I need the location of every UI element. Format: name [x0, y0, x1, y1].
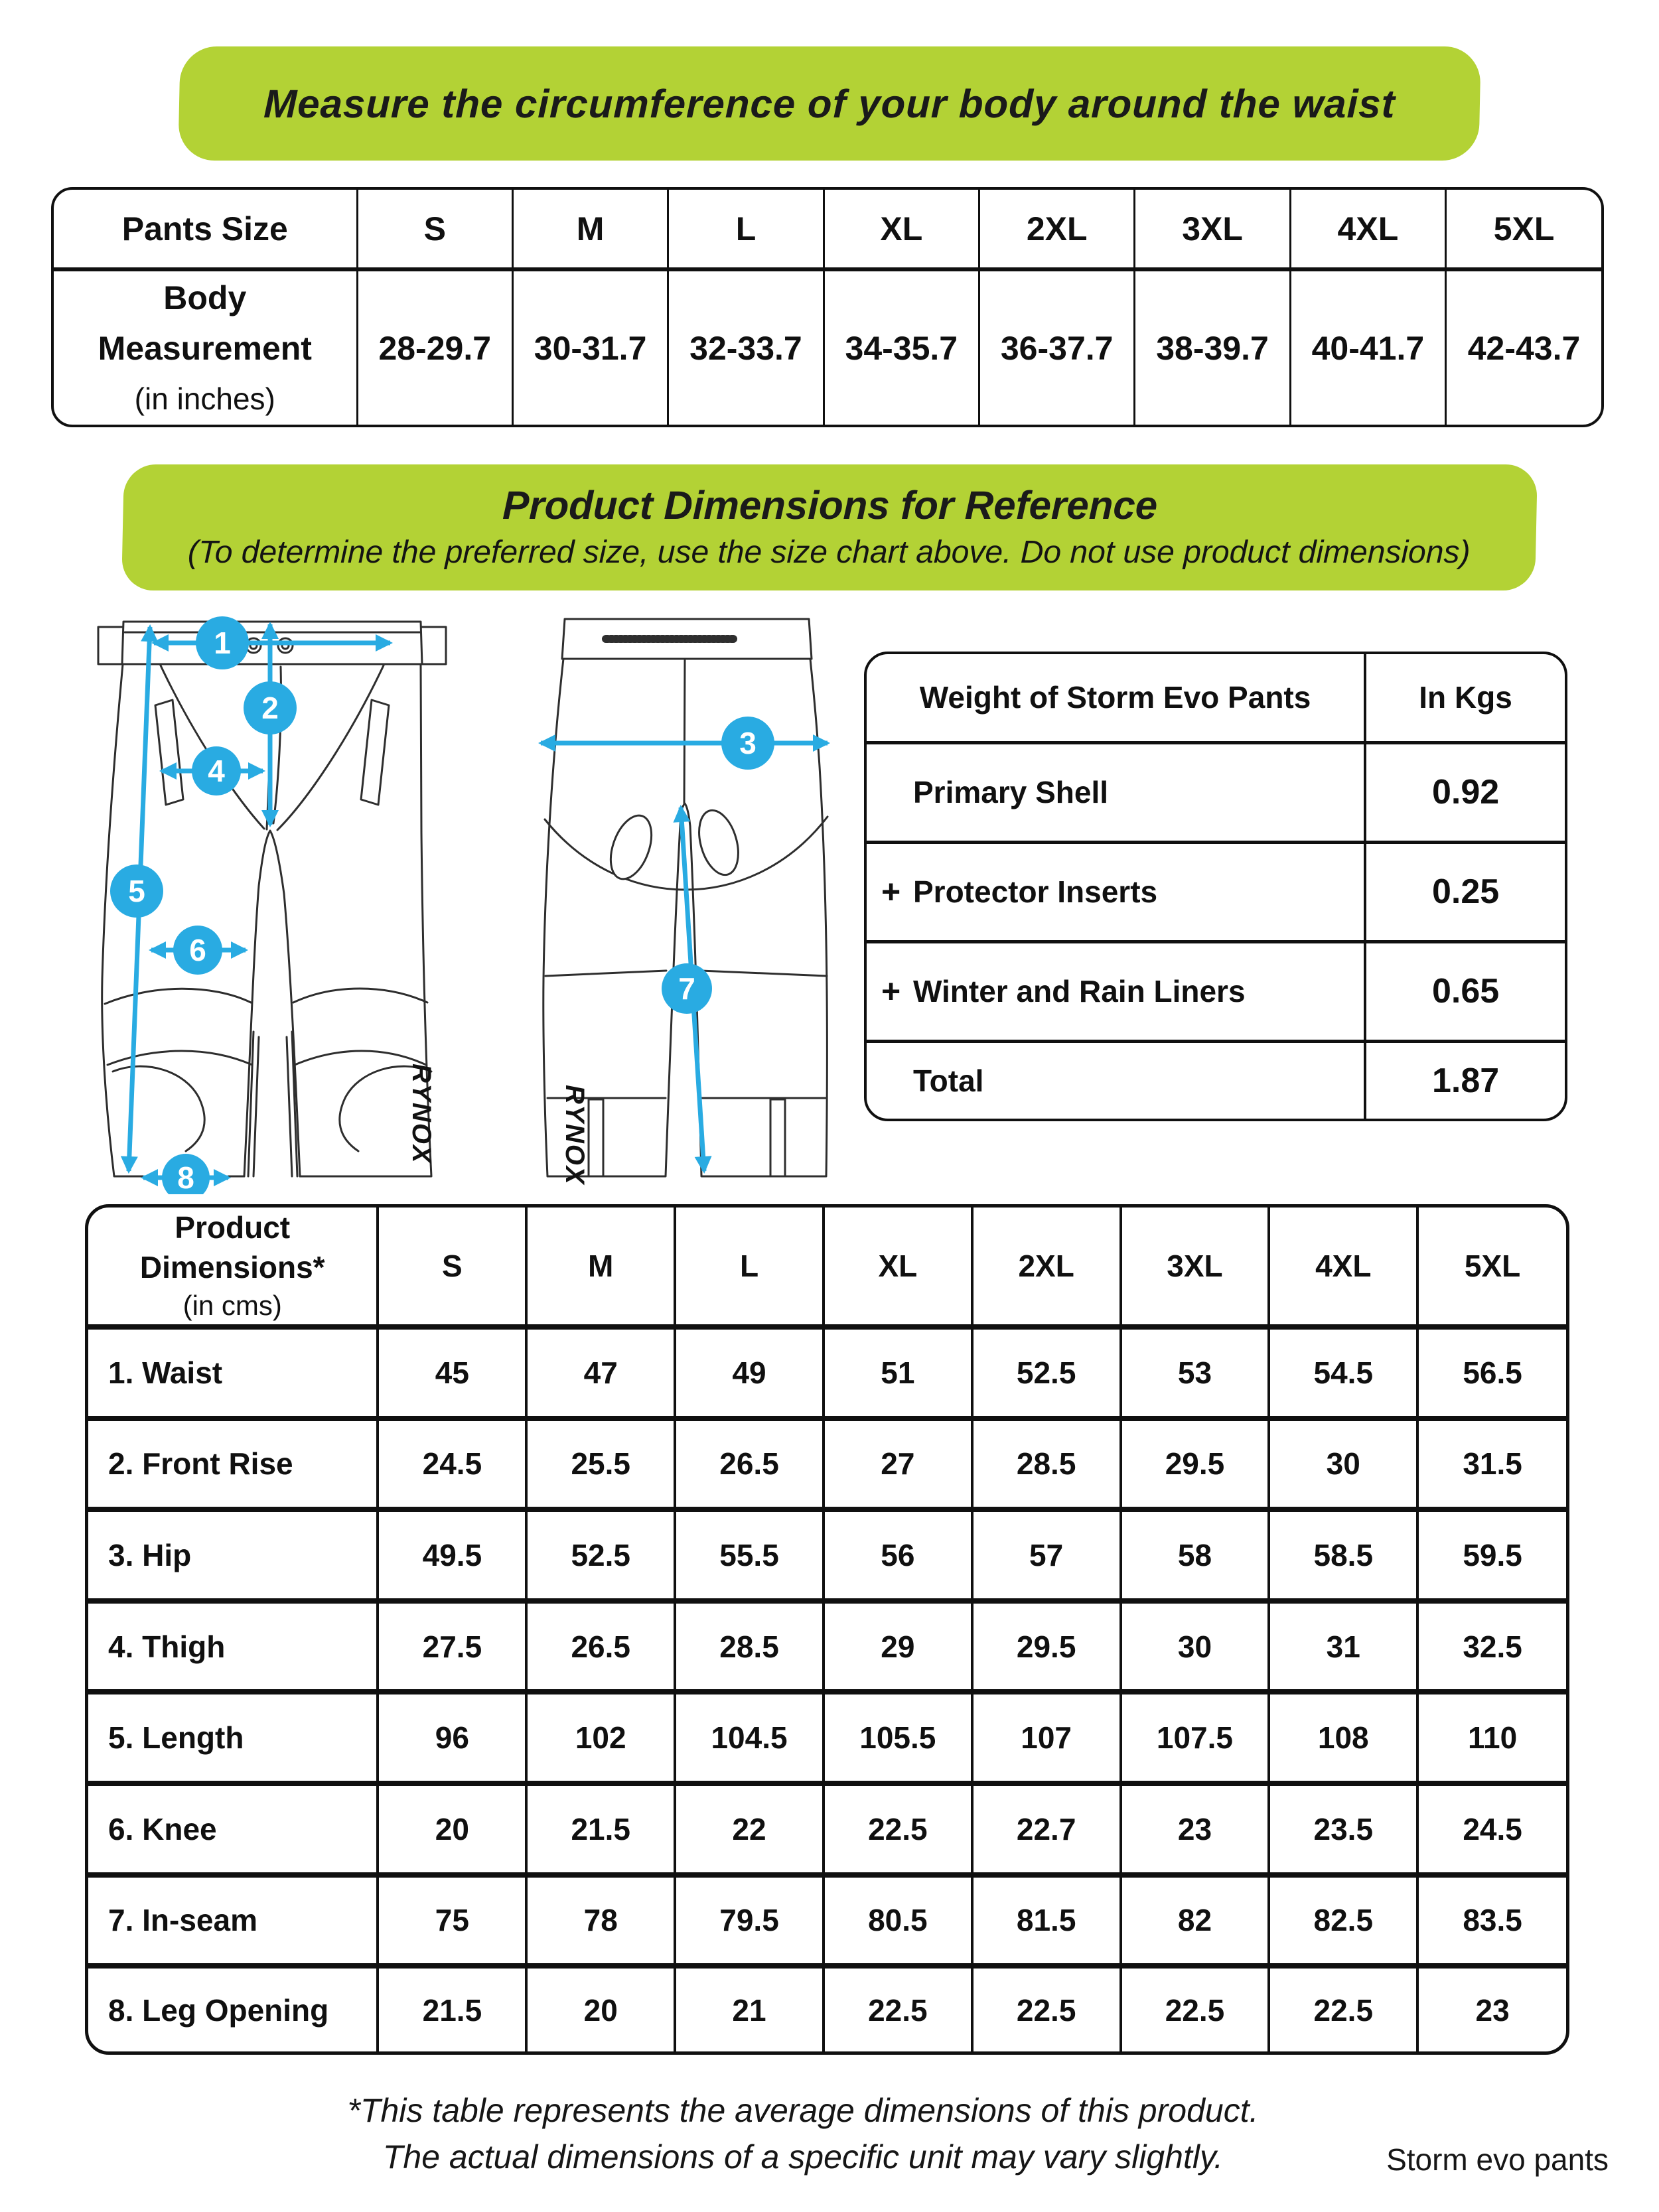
weight-label-text-1: Protector Inserts — [913, 874, 1158, 909]
weight-row-liners — [867, 941, 1565, 1041]
leg-opening-l: 21 — [675, 1966, 824, 2051]
weight-label-text-3: Total — [913, 1063, 984, 1098]
dims-header-label — [88, 1208, 378, 1327]
body-measurement-5xl: 42-43.7 — [1446, 269, 1601, 425]
leg-opening-4xl: 22.5 — [1269, 1966, 1417, 2051]
weight-value-primary-shell: 0.92 — [1365, 742, 1565, 842]
weight-value-protector-inserts: 0.25 — [1365, 842, 1565, 941]
dims-row-label-length: 5. Length — [88, 1692, 378, 1783]
body-measurement-3xl: 38-39.7 — [1135, 269, 1290, 425]
body-measurement-label-line1: Body — [163, 279, 247, 316]
weight-header-label: Weight of Storm Evo Pants — [867, 654, 1365, 742]
hip-3xl: 58 — [1121, 1509, 1269, 1601]
knee-xl: 22.5 — [824, 1783, 972, 1875]
dims-header-xl: XL — [824, 1208, 972, 1327]
size-header-m: M — [512, 190, 668, 269]
dims-row-waist — [88, 1327, 1566, 1418]
pants-size-table-grid — [54, 190, 1601, 425]
thigh-4xl: 31 — [1269, 1601, 1417, 1693]
knee-l: 22 — [675, 1783, 824, 1875]
dims-row-label-leg-opening: 8. Leg Opening — [88, 1966, 378, 2051]
footer-note-line1: *This table represents the average dimensions of this product. — [347, 2092, 1259, 2129]
dims-row-label-front-rise: 2. Front Rise — [88, 1418, 378, 1510]
hip-s: 49.5 — [378, 1509, 526, 1601]
knee-2xl: 22.7 — [972, 1783, 1121, 1875]
body-measurement-4xl: 40-41.7 — [1290, 269, 1445, 425]
weight-label-text-2: Winter and Rain Liners — [913, 974, 1246, 1008]
waist-2xl: 52.5 — [972, 1327, 1121, 1418]
front-rise-l: 26.5 — [675, 1418, 824, 1510]
waist-5xl: 56.5 — [1417, 1327, 1566, 1418]
length-l: 104.5 — [675, 1692, 824, 1783]
weight-table — [864, 652, 1567, 1121]
waist-3xl: 53 — [1121, 1327, 1269, 1418]
dims-row-leg-opening — [88, 1966, 1566, 2051]
hip-5xl: 59.5 — [1417, 1509, 1566, 1601]
rynox-logo-front: RYNOX — [407, 1064, 436, 1164]
front-rise-5xl: 31.5 — [1417, 1418, 1566, 1510]
front-rise-4xl: 30 — [1269, 1418, 1417, 1510]
weight-row-total — [867, 1041, 1565, 1119]
length-5xl: 110 — [1417, 1692, 1566, 1783]
weight-label-text-0: Primary Shell — [913, 775, 1109, 809]
dims-header-row — [88, 1208, 1566, 1327]
hip-m: 52.5 — [526, 1509, 675, 1601]
weight-header-row — [867, 654, 1565, 742]
body-measurement-label-line3: (in inches) — [134, 381, 275, 416]
hip-xl: 56 — [824, 1509, 972, 1601]
knee-m: 21.5 — [526, 1783, 675, 1875]
waist-measure-banner — [178, 46, 1481, 161]
product-dimensions-grid — [88, 1208, 1566, 2051]
hip-l: 55.5 — [675, 1509, 824, 1601]
knee-5xl: 24.5 — [1417, 1783, 1566, 1875]
thigh-s: 27.5 — [378, 1601, 526, 1693]
product-dimensions-banner-title: Product Dimensions for Reference — [502, 483, 1158, 527]
body-measurement-s: 28-29.7 — [357, 269, 512, 425]
waist-xl: 51 — [824, 1327, 972, 1418]
dims-row-label-waist: 1. Waist — [88, 1327, 378, 1418]
size-header-row — [54, 190, 1601, 269]
dims-row-front-rise — [88, 1418, 1566, 1510]
front-rise-xl: 27 — [824, 1418, 972, 1510]
weight-prefix-2: + — [881, 973, 901, 1010]
leg-opening-3xl: 22.5 — [1121, 1966, 1269, 2051]
leg-opening-m: 20 — [526, 1966, 675, 2051]
length-m: 102 — [526, 1692, 675, 1783]
size-header-5xl: 5XL — [1493, 210, 1555, 247]
body-measurement-xl: 34-35.7 — [824, 269, 979, 425]
dims-header-2xl: 2XL — [972, 1208, 1121, 1327]
weight-row-protector-inserts — [867, 842, 1565, 941]
weight-label-total — [867, 1041, 1365, 1119]
pants-front-diagram — [86, 607, 458, 1194]
dims-header-5xl: 5XL — [1464, 1249, 1521, 1283]
knee-4xl: 23.5 — [1269, 1783, 1417, 1875]
marker-7-number: 7 — [678, 971, 695, 1006]
inseam-xl: 80.5 — [824, 1875, 972, 1967]
thigh-2xl: 29.5 — [972, 1601, 1121, 1693]
body-measurement-2xl: 36-37.7 — [979, 269, 1135, 425]
inseam-l: 79.5 — [675, 1875, 824, 1967]
marker-6-number: 6 — [189, 933, 206, 967]
rynox-logo-back: RYNOX — [560, 1085, 589, 1186]
pants-size-table — [51, 187, 1604, 427]
marker-8-number: 8 — [177, 1160, 194, 1194]
front-rise-2xl: 28.5 — [972, 1418, 1121, 1510]
size-header-label: Pants Size — [54, 190, 357, 269]
inseam-5xl: 83.5 — [1417, 1875, 1566, 1967]
pants-back-diagram — [528, 607, 846, 1194]
leg-opening-5xl: 23 — [1417, 1966, 1566, 2051]
waist-4xl: 54.5 — [1269, 1327, 1417, 1418]
knee-3xl: 23 — [1121, 1783, 1269, 1875]
product-dimensions-table — [85, 1204, 1569, 2055]
length-s: 96 — [378, 1692, 526, 1783]
front-rise-3xl: 29.5 — [1121, 1418, 1269, 1510]
weight-label-primary-shell — [867, 742, 1365, 842]
thigh-l: 28.5 — [675, 1601, 824, 1693]
dims-row-thigh — [88, 1601, 1566, 1693]
weight-prefix-1: + — [881, 873, 901, 910]
length-xl: 105.5 — [824, 1692, 972, 1783]
marker-1-number: 1 — [214, 626, 231, 660]
thigh-m: 26.5 — [526, 1601, 675, 1693]
marker-5-number: 5 — [128, 874, 145, 908]
hip-4xl: 58.5 — [1269, 1509, 1417, 1601]
dims-header-4xl: 4XL — [1269, 1208, 1417, 1327]
dims-row-inseam — [88, 1875, 1566, 1967]
weight-table-grid — [867, 654, 1565, 1119]
marker-4-number: 4 — [208, 754, 225, 788]
front-rise-m: 25.5 — [526, 1418, 675, 1510]
dims-header-3xl: 3XL — [1121, 1208, 1269, 1327]
waist-m: 47 — [526, 1327, 675, 1418]
weight-row-primary-shell — [867, 742, 1565, 842]
waist-s: 45 — [378, 1327, 526, 1418]
dims-header-s: S — [378, 1208, 526, 1327]
leg-opening-xl: 22.5 — [824, 1966, 972, 2051]
size-header-l: L — [668, 190, 824, 269]
size-header-3xl: 3XL — [1135, 190, 1290, 269]
product-dimensions-banner — [121, 464, 1538, 590]
leg-opening-s: 21.5 — [378, 1966, 526, 2051]
weight-value-liners: 0.65 — [1365, 941, 1565, 1041]
inseam-s: 75 — [378, 1875, 526, 1967]
knee-s: 20 — [378, 1783, 526, 1875]
dims-header-title: Product Dimensions* — [139, 1210, 325, 1284]
footer-note-line2: The actual dimensions of a specific unit may vary slightly. — [382, 2138, 1224, 2176]
body-measurement-m: 30-31.7 — [512, 269, 668, 425]
waist-measure-text: Measure the circumference of your body around the waist — [263, 81, 1396, 126]
weight-label-liners — [867, 941, 1365, 1041]
dims-row-length — [88, 1692, 1566, 1783]
thigh-5xl: 32.5 — [1417, 1601, 1566, 1693]
weight-header-unit: In Kgs — [1419, 680, 1512, 715]
body-measurement-row — [54, 269, 1601, 425]
waist-l: 49 — [675, 1327, 824, 1418]
hip-2xl: 57 — [972, 1509, 1121, 1601]
thigh-3xl: 30 — [1121, 1601, 1269, 1693]
inseam-3xl: 82 — [1121, 1875, 1269, 1967]
dims-row-label-hip: 3. Hip — [88, 1509, 378, 1601]
product-name: Storm evo pants — [1386, 2142, 1609, 2177]
product-dimensions-banner-subtitle: (To determine the preferred size, use the size chart above. Do not use product dimensions) — [187, 535, 1471, 570]
dims-header-l: L — [675, 1208, 824, 1327]
inseam-2xl: 81.5 — [972, 1875, 1121, 1967]
leg-opening-2xl: 22.5 — [972, 1966, 1121, 2051]
marker-3-number: 3 — [739, 726, 757, 760]
size-header-xl: XL — [824, 190, 979, 269]
length-4xl: 108 — [1269, 1692, 1417, 1783]
dims-row-knee — [88, 1783, 1566, 1875]
length-3xl: 107.5 — [1121, 1692, 1269, 1783]
length-2xl: 107 — [972, 1692, 1121, 1783]
marker-2-number: 2 — [261, 691, 279, 725]
inseam-4xl: 82.5 — [1269, 1875, 1417, 1967]
weight-label-protector-inserts — [867, 842, 1365, 941]
size-header-s: S — [357, 190, 512, 269]
inseam-m: 78 — [526, 1875, 675, 1967]
body-measurement-label-line2: Measurement — [98, 329, 312, 367]
size-header-2xl: 2XL — [979, 190, 1135, 269]
body-measurement-label — [54, 269, 357, 425]
dims-row-label-thigh: 4. Thigh — [88, 1601, 378, 1693]
dims-header-m: M — [526, 1208, 675, 1327]
footer-note — [279, 2087, 1327, 2180]
size-header-4xl: 4XL — [1290, 190, 1445, 269]
body-measurement-l: 32-33.7 — [668, 269, 824, 425]
dims-row-hip — [88, 1509, 1566, 1601]
weight-value-total: 1.87 — [1365, 1041, 1565, 1119]
dims-row-label-inseam: 7. In-seam — [88, 1875, 378, 1967]
thigh-xl: 29 — [824, 1601, 972, 1693]
dims-row-label-knee: 6. Knee — [88, 1783, 378, 1875]
front-rise-s: 24.5 — [378, 1418, 526, 1510]
dims-header-unit: (in cms) — [182, 1290, 282, 1321]
